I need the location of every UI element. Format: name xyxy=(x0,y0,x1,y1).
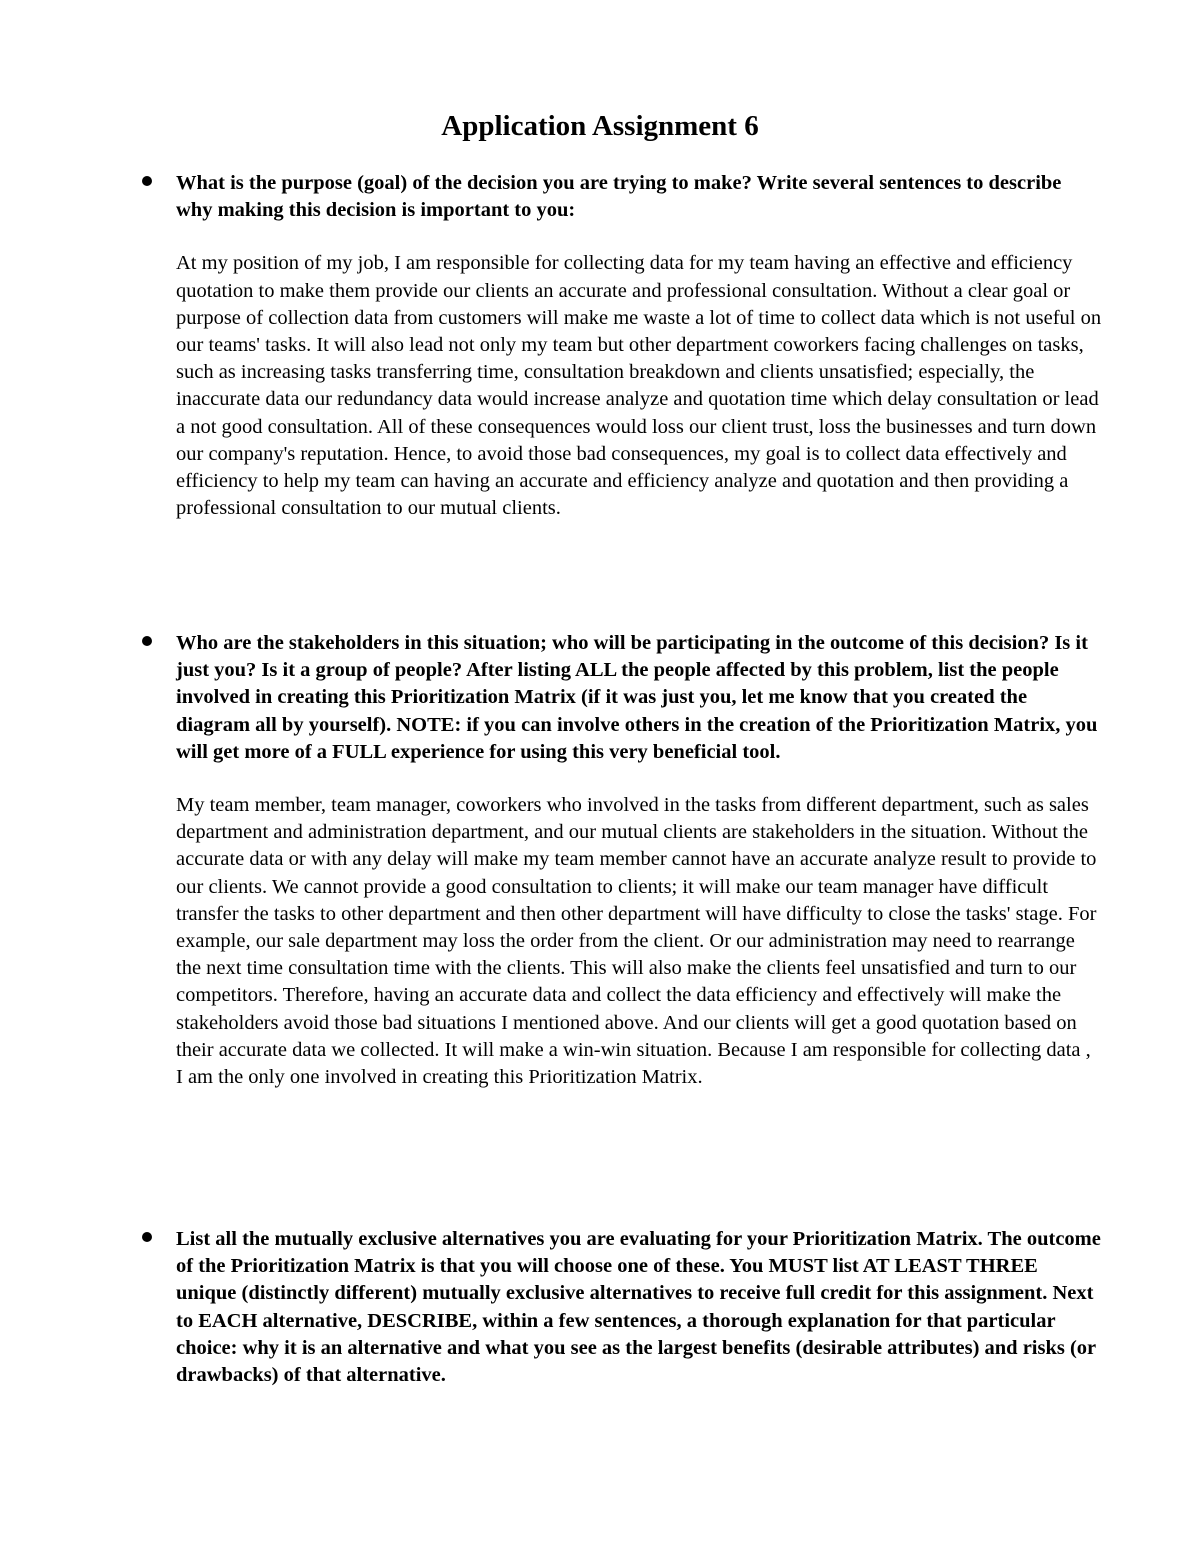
document-title: Application Assignment 6 xyxy=(441,110,759,142)
bullet-icon xyxy=(142,1232,152,1242)
section-stakeholders xyxy=(142,630,1102,1091)
section-purpose xyxy=(142,170,1102,522)
answer-stakeholders: My team member, team manager, coworkers who involved in the tasks from different department, such as sales department and administration department, and our mutual clients are stakeholders in the situation. Without the accurate data or with any delay will make my team member cannot have an accurate analyze result to provide to our clients. We cannot provide a good consultation to clients; it will make our team manager have difficult transfer the tasks to other department and then other department will have difficulty to close the tasks' stage. For example, our sale department may loss the order from the client. Or our administration may need to rearrange the next time consultation time with the clients. This will also make the clients feel unsatisfied and turn to our competitors. Therefore, having an accurate data and collect the data efficiency and effectively will make the stakeholders avoid those bad situations I mentioned above. And our clients will get a good quotation based on their accurate data we collected. It will make a win-win situation. Because I am responsible for collecting data , I am the only one involved in creating this Prioritization Matrix. xyxy=(176,794,1097,1089)
answer-purpose: At my position of my job, I am responsible for collecting data for my team having an effective and efficiency quotation to make them provide our clients an accurate and professional consultation. Without a clear goal or purpose of collection data from customers will make me waste a lot of time to collect data which is not useful on our teams' tasks. It will also lead not only my team but other department coworkers facing challenges on tasks, such as increasing tasks transferring time, consultation breakdown and clients unsatisfied; especially, the inaccurate data our redundancy data would increase analyze and quotation time which delay consultation or lead a not good consultation. All of these consequences would loss our client trust, loss the businesses and turn down our company's reputation. Hence, to avoid those bad consequences, my goal is to collect data effectively and efficiency to help my team can having an accurate and efficiency analyze and quotation and then providing a professional consultation to our mutual clients. xyxy=(176,252,1102,520)
question-stakeholders: Who are the stakeholders in this situation; who will be participating in the outcome of this decision? Is it just you? Is it a group of people? After listing ALL the people affected by this problem, list the people involved in creating this Prioritization Matrix (if it was just you, let me know that you created the diagram all by yourself). NOTE: if you can involve others in the creation of the Prioritization Matrix, you will get more of a FULL experience for using this very beneficial tool. xyxy=(176,632,1098,763)
question-alternatives: List all the mutually exclusive alternatives you are evaluating for your Prioritization Matrix. The outcome of the Prioritization Matrix is that you will choose one of these. You MUST list AT LEAST THREE unique (distinctly different) mutually exclusive alternatives to receive full credit for this assignment. Next to EACH alternative, DESCRIBE, within a few sentences, a thorough explanation for that particular choice: why it is an alternative and what you see as the largest benefits (desirable attributes) and risks (or drawbacks) of that alternative. xyxy=(176,1228,1101,1387)
bullet-icon xyxy=(142,636,152,646)
bullet-icon xyxy=(142,176,152,186)
section-alternatives xyxy=(142,1226,1102,1389)
question-purpose: What is the purpose (goal) of the decision you are trying to make? Write several sentences to describe why making this decision is important to you: xyxy=(176,172,1062,222)
